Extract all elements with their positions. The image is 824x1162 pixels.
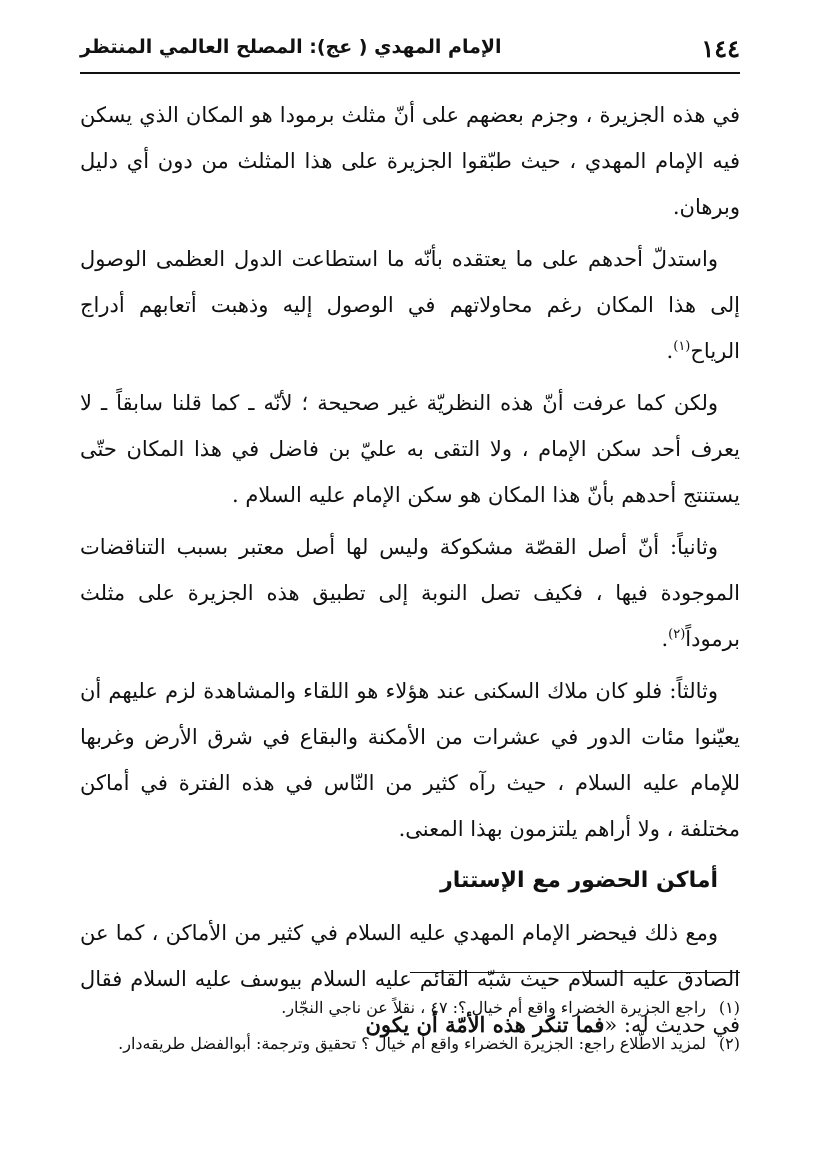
footnote-ref-2[interactable]: (٢) (668, 627, 686, 642)
paragraph-end: . (661, 627, 669, 651)
paragraph-text: في هذه الجزيرة ، وجزم بعضهم على أنّ مثلث برمودا هو المكان الذي يسكن فيه الإمام المهدي ، حيث طبّقوا الجزيرة على هذا المثلث من دون أي دليل وبرهان. (80, 103, 740, 219)
paragraph-2 (80, 236, 740, 374)
paragraph-text: وثالثاً: فلو كان ملاك السكنى عند هؤلاء هو اللقاء والمشاهدة لزم عليهم أن يعيّنوا مئات الدور في عشرات من الأمكنة والبقاع في شرق الأرض وغربها للإمام عليه السلام ، حيث رآه كثير من النّاس في هذه الفترة في أماكن مختلفة ، ولا أراهم يلتزمون بهذا المعنى. (80, 679, 740, 841)
footnote-text: راجع الجزيرة الخضراء واقع أم خيال ؟: ٤٧ ، نقلاً عن ناجي النجّار. (281, 998, 706, 1017)
footnotes (80, 990, 740, 1062)
paragraph-end: . (666, 339, 674, 363)
section-heading: أماكن الحضور مع الإستتار (440, 868, 718, 893)
paragraph-text: ومع ذلك فيحضر الإمام المهدي عليه السلام في كثير من الأماكن ، كما عن الصادق عليه السلام حيث شبّه القائم عليه السلام بيوسف عليه السلام فقال في حديث له: « (80, 921, 740, 1037)
paragraph-1 (80, 92, 740, 230)
bold-quote: فما تنكر هذه الأمّة أن يكون (365, 1012, 605, 1037)
footnote-divider (410, 972, 740, 973)
paragraph-text: ولكن كما عرفت أنّ هذه النظريّة غير صحيحة ؛ لأنّه ـ كما قلنا سابقاً ـ لا يعرف أحد سكن الإمام ، ولا التقى به عليّ بن فاضل في هذا المكان حتّى يستنتج أحدهم بأنّ هذا المكان هو سكن الإمام عليه السلام . (80, 391, 740, 507)
footnote-ref-1[interactable]: (١) (673, 339, 691, 354)
page-header (80, 32, 740, 74)
paragraph-text: وثانياً: أنّ أصل القصّة مشكوكة وليس لها أصل معتبر بسبب التناقضات الموجودة فيها ، فكيف تصل النوبة إلى تطبيق هذه الجزيرة على مثلث برموداً (80, 535, 740, 651)
footnote-2 (80, 1026, 740, 1062)
footnote-text: لمزيد الاطّلاع راجع: الجزيرة الخضراء واقع أم خيال ؟ تحقيق وترجمة: أبوالفضل طريقه‌دار. (118, 1034, 706, 1053)
page-body (80, 92, 740, 1054)
paragraph-5 (80, 668, 740, 852)
paragraph-3 (80, 380, 740, 518)
footnote-number: (٢) (718, 1034, 740, 1053)
paragraph-4 (80, 524, 740, 662)
paragraph-text: واستدلّ أحدهم على ما يعتقده بأنّه ما استطاعت الدول العظمى الوصول إلى هذا المكان رغم محاولاتهم في الوصول إليه وذهبت أتعابهم أدراج الرياح (80, 247, 740, 363)
running-title: الإمام المهدي ( عج): المصلح العالمي المنتظر (80, 36, 502, 58)
footnote-number: (١) (718, 998, 740, 1017)
footnote-1 (80, 990, 740, 1026)
page-number: ١٤٤ (701, 34, 740, 63)
